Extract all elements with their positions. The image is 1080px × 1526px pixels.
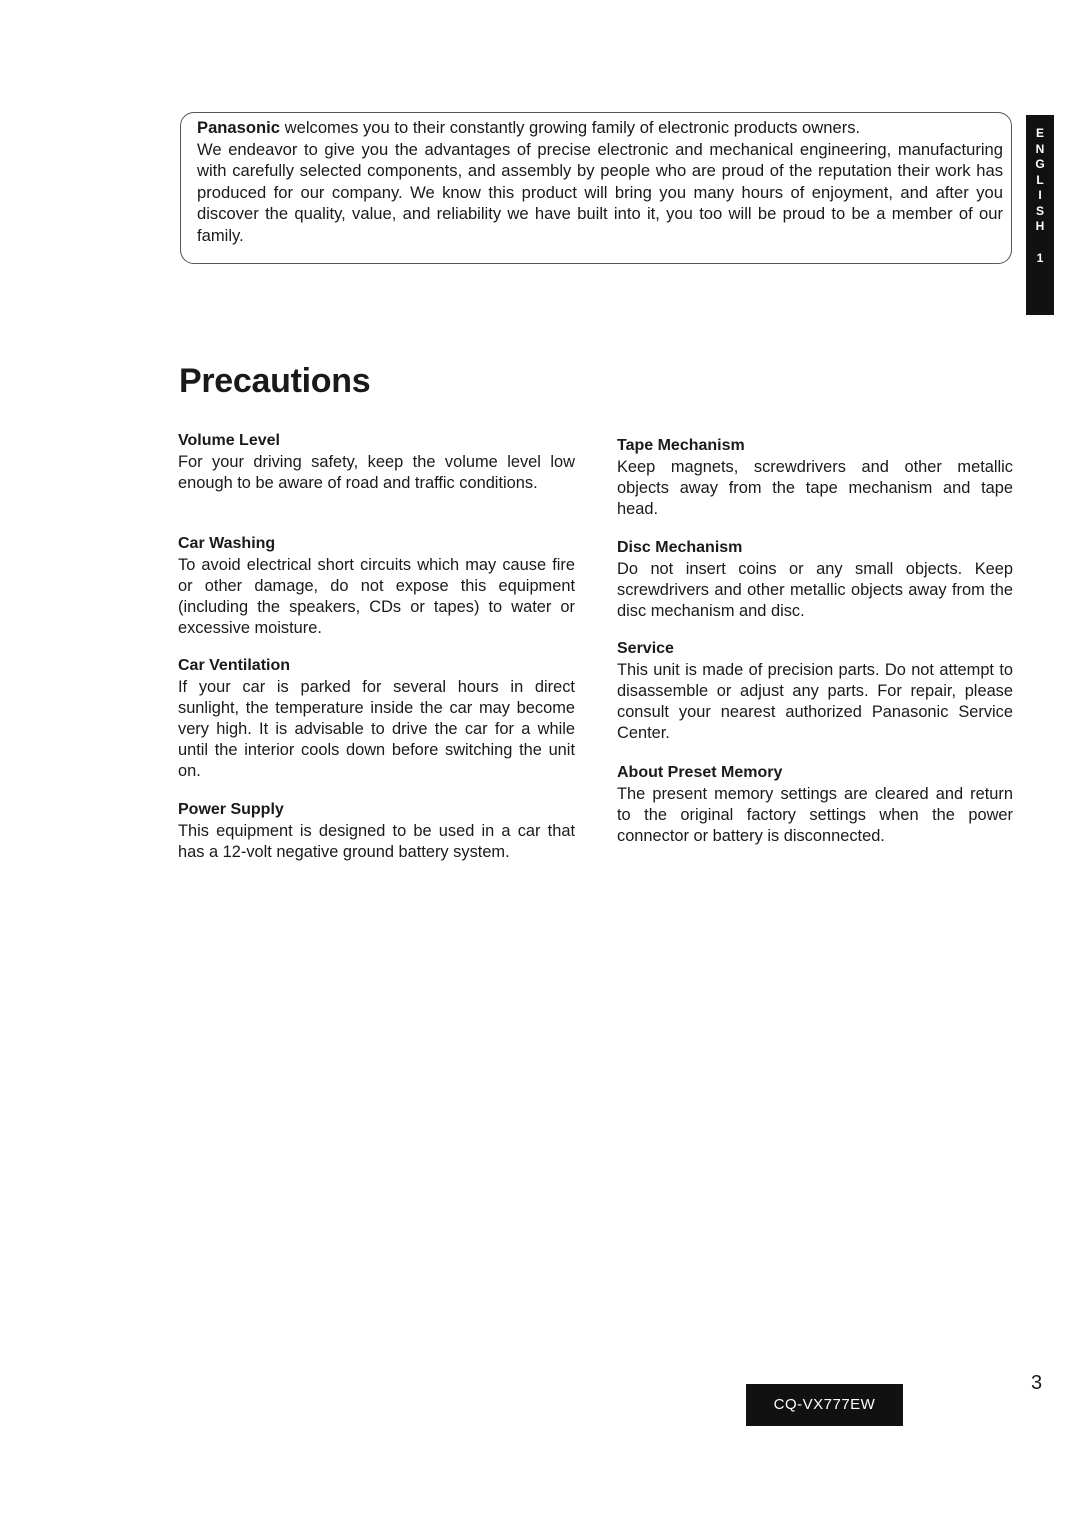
section-heading: About Preset Memory [617, 764, 783, 781]
section-heading: Disc Mechanism [617, 539, 743, 556]
page-title: Precautions [179, 362, 371, 400]
tab-letter: H [1035, 219, 1045, 233]
section-body: This unit is made of precision parts. Do not attempt to disassemble or adjust any parts. For repair, please consult your nearest authorized Panasonic Service Center. [617, 661, 1013, 742]
welcome-box [180, 112, 1012, 264]
tab-letter: I [1038, 188, 1042, 202]
section-body: If your car is parked for several hours in direct sunlight, the temperature inside the car may become very high. It is advisable to drive the car for a while until the interior cools down before switching the unit on. [178, 678, 575, 780]
section-heading: Tape Mechanism [617, 437, 745, 454]
section-volume-level [178, 432, 575, 494]
tab-number: 1 [1036, 250, 1044, 265]
welcome-line-text: welcomes you to their constantly growing family of electronic products owners. [280, 118, 861, 137]
section-car-ventilation [178, 657, 575, 782]
section-car-washing [178, 535, 575, 639]
section-disc-mechanism [617, 539, 1013, 622]
section-body: Do not insert coins or any small objects. Keep screwdrivers and other metallic objects away from the disc mechanism and disc. [617, 560, 1013, 620]
section-heading: Service [617, 640, 674, 657]
tab-letter: N [1035, 141, 1045, 156]
tab-letter: L [1036, 172, 1044, 187]
section-power-supply [178, 801, 575, 863]
tab-letter: S [1035, 203, 1044, 218]
section-about-preset-memory [617, 764, 1013, 847]
tab-letter: E [1035, 126, 1044, 140]
page-number: 3 [1031, 1372, 1043, 1394]
section-tape-mechanism [617, 437, 1013, 520]
welcome-first-line [197, 117, 1003, 139]
section-heading: Car Washing [178, 535, 276, 552]
section-body: To avoid electrical short circuits which may cause fire or other damage, do not expose this equipment (including the speakers, CDs or tapes) to water or excessive moisture. [178, 556, 575, 637]
section-body: This equipment is designed to be used in a car that has a 12-volt negative ground battery system. [178, 822, 575, 861]
language-tab [1026, 115, 1054, 315]
section-heading: Car Ventilation [178, 657, 291, 674]
section-body: Keep magnets, screwdrivers and other metallic objects away from the tape mechanism and tape head. [617, 458, 1013, 518]
model-badge: CQ-VX777EW [746, 1384, 903, 1426]
brand-name: Panasonic [197, 118, 281, 137]
section-heading: Power Supply [178, 801, 284, 818]
section-body: The present memory settings are cleared and return to the original factory settings when the power connector or battery is disconnected. [617, 785, 1013, 845]
section-body: For your driving safety, keep the volume level low enough to be aware of road and traffic conditions. [178, 453, 575, 492]
welcome-body: We endeavor to give you the advantages of precise electronic and mechanical engineering, manufacturing with carefully selected components, and assembly by people who are proud of the reputation their work has produced for our company. We know this product will bring you many hours of enjoyment, and after you discover the quality, value, and reliability we have built into it, you too will be proud to be a member of our family. [197, 139, 1003, 245]
section-service [617, 640, 1013, 744]
section-heading: Volume Level [178, 432, 280, 449]
tab-letter: G [1035, 157, 1045, 171]
